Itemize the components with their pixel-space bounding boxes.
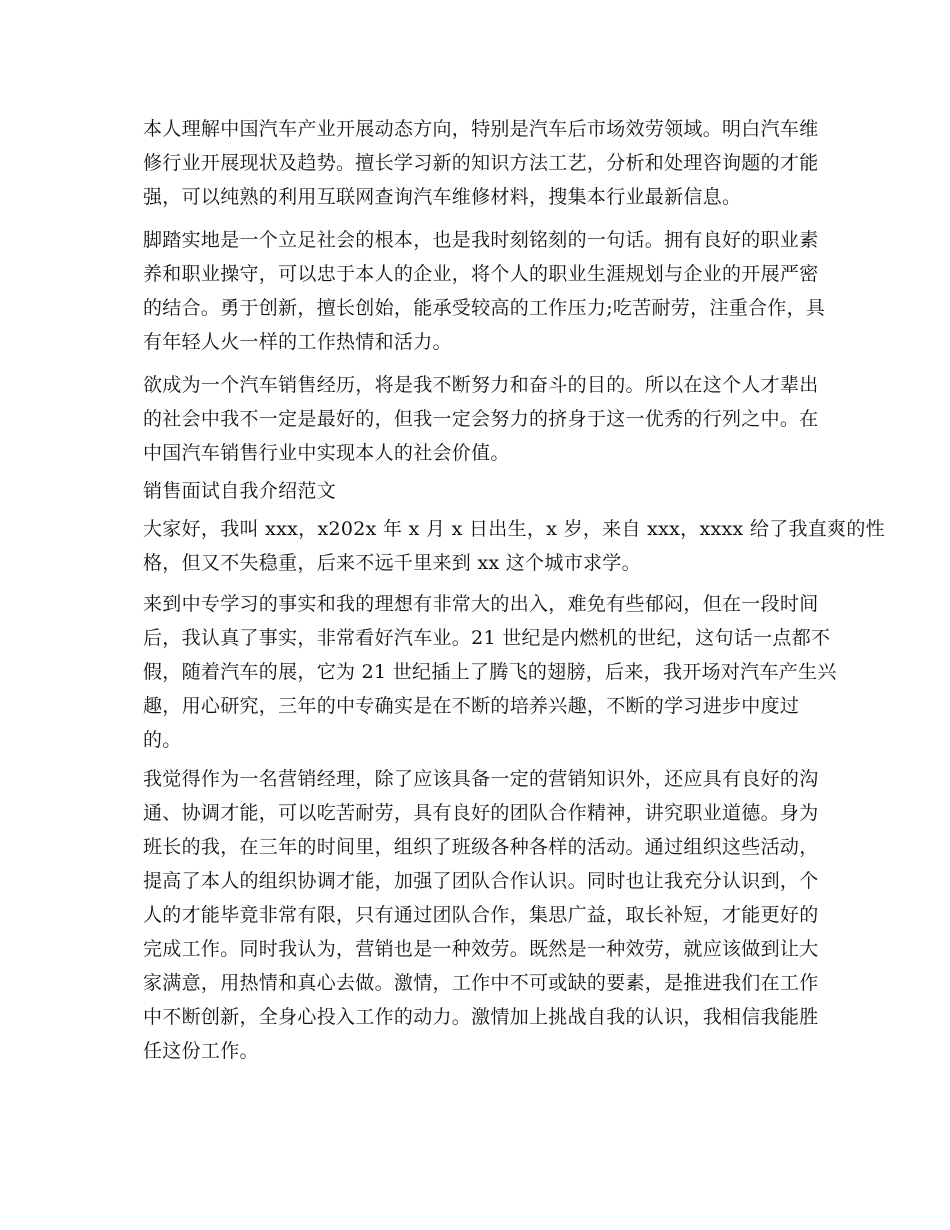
text-line: 家满意，用热情和真心去做。激情，工作中不可或缺的要素，是推进我们在工作 xyxy=(143,972,819,994)
text-line: 大家好，我叫 xxx，x202x 年 x 月 x 日出生，x 岁，来自 xxx，xxxx 给了我直爽的性 xyxy=(143,518,885,540)
text-line: 后，我认真了事实，非常看好汽车业。21 世纪是内燃机的世纪，这句话一点都不 xyxy=(143,627,831,649)
text-line: 本人理解中国汽车产业开展动态方向，特别是汽车后市场效劳领域。明白汽车维 xyxy=(143,118,819,140)
text-line: 来到中专学习的事实和我的理想有非常大的出入，难免有些郁闷，但在一段时间 xyxy=(143,593,819,615)
text-line: 有年轻人火一样的工作热情和活力。 xyxy=(143,331,452,353)
text-line: 人的才能毕竟非常有限，只有通过团队合作，集思广益，取长补短，才能更好的 xyxy=(143,904,819,926)
text-line: 假，随着汽车的展，它为 21 世纪插上了腾飞的翅膀，后来，我开场对汽车产生兴 xyxy=(143,661,837,683)
text-line: 欲成为一个汽车销售经历，将是我不断努力和奋斗的目的。所以在这个人才辈出 xyxy=(143,374,819,396)
section-heading: 销售面试自我介绍范文 xyxy=(143,480,337,502)
text-line: 强，可以纯熟的利用互联网查询汽车维修材料，搜集本行业最新信息。 xyxy=(143,186,742,208)
text-line: 班长的我，在三年的时间里，组织了班级各种各样的活动。通过组织这些活动， xyxy=(143,836,819,858)
text-line: 修行业开展现状及趋势。擅长学习新的知识方法工艺，分析和处理咨询题的才能 xyxy=(143,152,819,174)
text-line: 趣，用心研究，三年的中专确实是在不断的培养兴趣，不断的学习进步中度过 xyxy=(143,695,800,717)
text-line: 通、协调才能，可以吃苦耐劳，具有良好的团队合作精神，讲究职业道德。身为 xyxy=(143,802,819,824)
text-line: 脚踏实地是一个立足社会的根本，也是我时刻铭刻的一句话。拥有良好的职业素 xyxy=(143,229,819,251)
text-line: 的结合。勇于创新，擅长创始，能承受较高的工作压力;吃苦耐劳，注重合作，具 xyxy=(143,297,826,319)
text-line: 我觉得作为一名营销经理，除了应该具备一定的营销知识外，还应具有良好的沟 xyxy=(143,768,819,790)
text-line: 中国汽车销售行业中实现本人的社会价值。 xyxy=(143,442,510,464)
text-line: 任这份工作。 xyxy=(143,1040,259,1062)
text-line: 完成工作。同时我认为，营销也是一种效劳。既然是一种效劳，就应该做到让大 xyxy=(143,938,819,960)
text-line: 的。 xyxy=(143,729,182,751)
text-line: 的社会中我不一定是最好的，但我一定会努力的挤身于这一优秀的行列之中。在 xyxy=(143,408,819,430)
text-line: 中不断创新，全身心投入工作的动力。激情加上挑战自我的认识，我相信我能胜 xyxy=(143,1006,819,1028)
text-line: 提高了本人的组织协调才能，加强了团队合作认识。同时也让我充分认识到，个 xyxy=(143,870,819,892)
text-line: 养和职业操守，可以忠于本人的企业，将个人的职业生涯规划与企业的开展严密 xyxy=(143,263,819,285)
text-line: 格，但又不失稳重，后来不远千里来到 xx 这个城市求学。 xyxy=(143,552,641,574)
